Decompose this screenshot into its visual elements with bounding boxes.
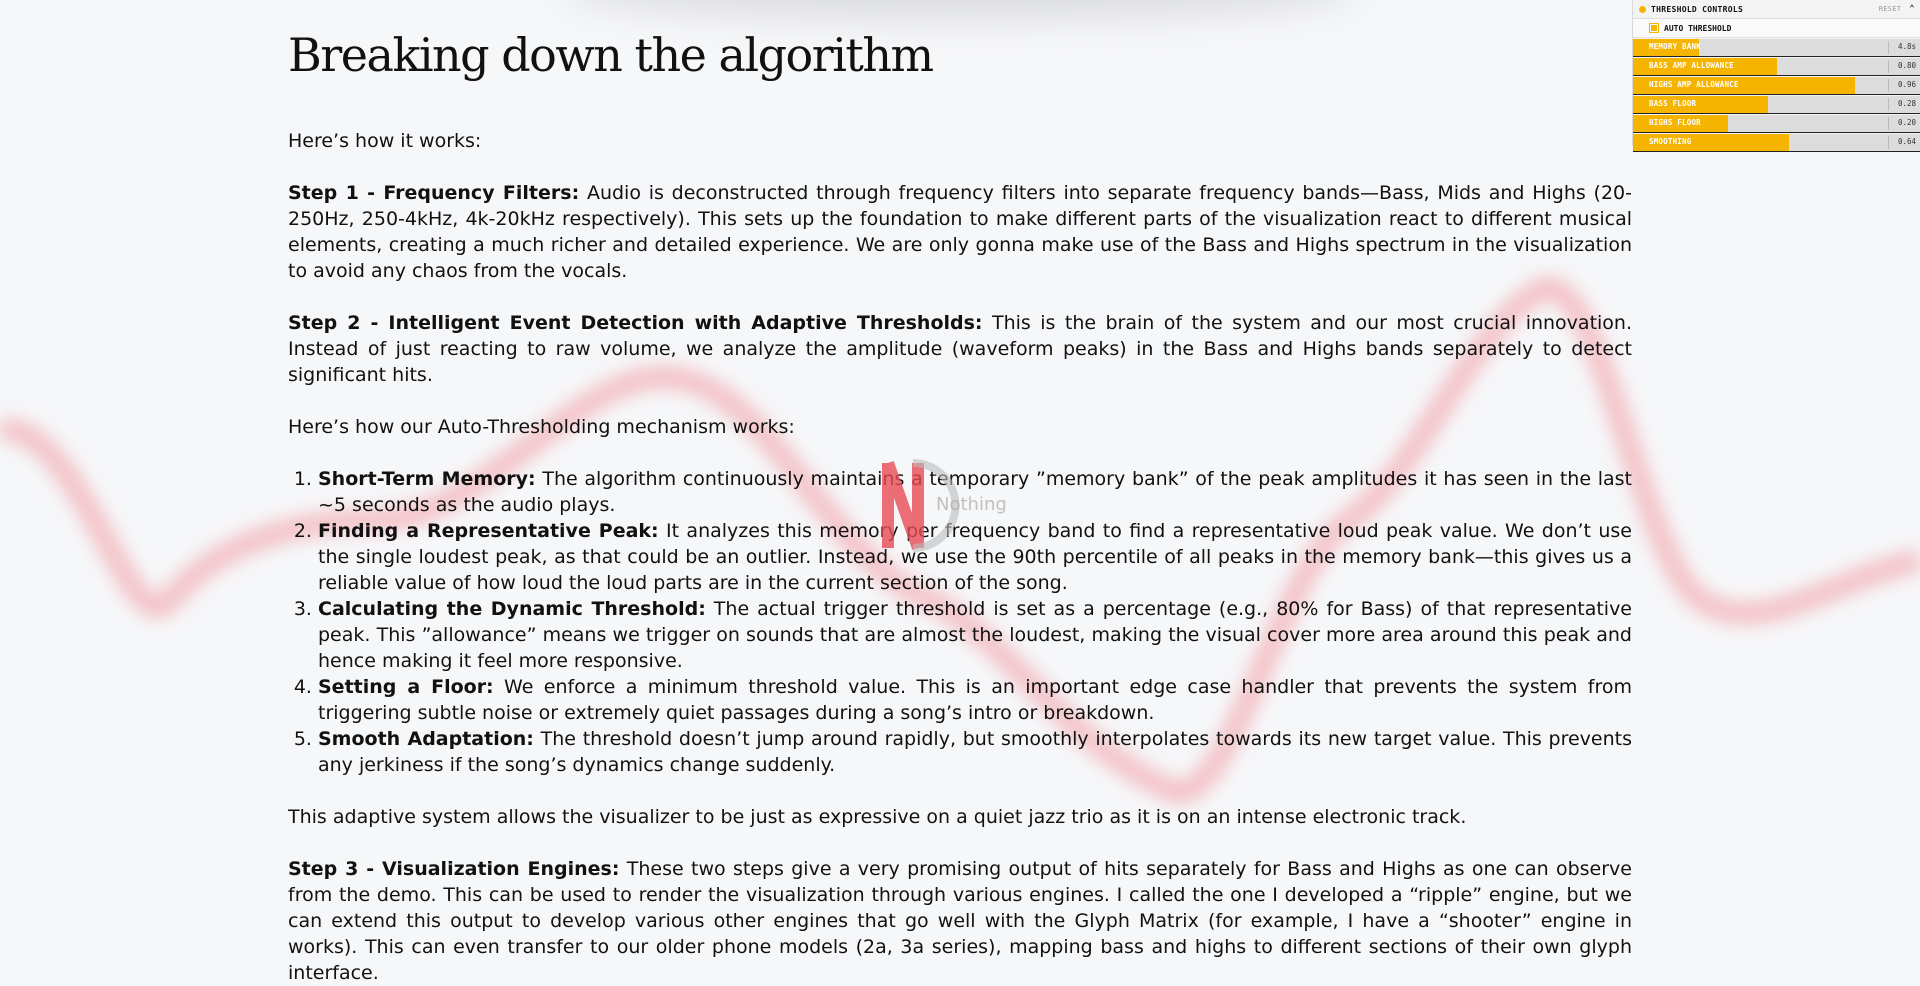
- highs-floor-slider[interactable]: [1633, 115, 1920, 133]
- nothing-logo-watermark: [858, 458, 1008, 558]
- list-item: [318, 726, 1632, 778]
- list-item-label: Short-Term Memory:: [318, 468, 536, 490]
- slider-value: 0.80: [1897, 61, 1916, 70]
- step1-paragraph: [288, 180, 1632, 284]
- reset-button[interactable]: RESET: [1878, 5, 1902, 13]
- step1-label: Step 1 - Frequency Filters:: [288, 182, 580, 204]
- slider-value: 0.96: [1897, 80, 1916, 89]
- list-item-text: The actual trigger threshold is set as a percentage (e.g., 80% for Bass) of that representative peak. This ”allowance” means we trigger on sounds that are almost the loudest, making the visual cover more area around this peak and hence making it feel more responsive.: [318, 598, 1632, 672]
- slider-list: [1633, 39, 1920, 152]
- slider-value: 4.8s: [1897, 42, 1916, 51]
- step3-paragraph: [288, 856, 1632, 986]
- panel-header[interactable]: [1633, 0, 1920, 19]
- memory-bank-slider[interactable]: [1633, 39, 1920, 57]
- step3-text: These two steps give a very promising output of hits separately for Bass and Highs as one can observe from the demo. This can be used to render the visualization through various engines. I called the one I developed a “ripple” engine, but we can extend this output to develop various other engines that go well with the Glyph Matrix (for example, I have a “shooter” engine in works). This can even transfer to our older phone models (2a, 3a series), mapping bass and highs to different sections of their own glyph interface.: [288, 858, 1632, 984]
- slider-label: SMOOTHING: [1649, 137, 1692, 146]
- smoothing-slider[interactable]: [1633, 134, 1920, 152]
- slider-divider: [1888, 136, 1889, 149]
- auto-threshold-toggle[interactable]: [1633, 19, 1920, 38]
- slider-value: 0.64: [1897, 137, 1916, 146]
- list-item-text: It analyzes this memory per frequency band to find a representative loud peak value. We don’t use the single loudest peak, as that could be an outlier. Instead, we use the 90th percentile of all peaks in the memory bank—this gives us a reliable value of how loud the loud parts are in the current section of the song.: [318, 520, 1632, 594]
- slider-divider: [1888, 117, 1889, 130]
- intro-text: Here’s how it works:: [288, 130, 482, 152]
- list-item-label: Finding a Representative Peak:: [318, 520, 659, 542]
- list-item-text: We enforce a minimum threshold value. This is an important edge case handler that prevents the system from triggering subtle noise or extremely quiet passages during a song’s intro or breakdown.: [318, 676, 1632, 724]
- list-item-label: Calculating the Dynamic Threshold:: [318, 598, 706, 620]
- list-item-text: The algorithm continuously maintains a temporary ”memory bank” of the peak amplitudes it has seen in the last ~5 seconds as the audio plays.: [318, 468, 1632, 516]
- slider-divider: [1888, 41, 1889, 54]
- panel-title: THRESHOLD CONTROLS: [1651, 4, 1744, 14]
- highs-amp-allowance-slider[interactable]: [1633, 77, 1920, 95]
- auto-threshold-intro: Here’s how our Auto-Thresholding mechanism works:: [288, 416, 795, 438]
- list-item-label: Setting a Floor:: [318, 676, 494, 698]
- threshold-controls-panel: [1632, 0, 1920, 146]
- slider-label: HIGHS FLOOR: [1649, 118, 1701, 127]
- slider-value: 0.28: [1897, 99, 1916, 108]
- slider-label: BASS FLOOR: [1649, 99, 1697, 108]
- step2-label: Step 2 - Intelligent Event Detection with Adaptive Thresholds:: [288, 312, 983, 334]
- watermark-text: Nothing: [936, 494, 1007, 515]
- slider-divider: [1888, 60, 1889, 73]
- checkbox-icon[interactable]: [1649, 23, 1659, 33]
- slider-label: HIGHS AMP ALLOWANCE: [1649, 80, 1739, 89]
- page-title: Breaking down the algorithm: [288, 28, 933, 82]
- bass-amp-allowance-slider[interactable]: [1633, 58, 1920, 76]
- step1-text: Audio is deconstructed through frequency filters into separate frequency bands—Bass, Mids and Highs (20-250Hz, 250-4kHz, 4k-20kHz respectively). This sets up the foundation to make different parts of the visualization react to different musical elements, creating a much richer and detailed experience. We are only gonna make use of the Bass and Highs spectrum in the visualization to avoid any chaos from the vocals.: [288, 182, 1633, 282]
- list-item: [318, 596, 1632, 674]
- list-item-text: The threshold doesn’t jump around rapidly, but smoothly interpolates towards its new target value. This prevents any jerkiness if the song’s dynamics change suddenly.: [318, 728, 1632, 776]
- step2-text: This is the brain of the system and our most crucial innovation. Instead of just reacting to raw volume, we analyze the amplitude (waveform peaks) in the Bass and Highs bands separately to detect significant hits.: [288, 312, 1633, 386]
- step2-paragraph: [288, 310, 1632, 388]
- slider-divider: [1888, 98, 1889, 111]
- list-item-label: Smooth Adaptation:: [318, 728, 534, 750]
- adaptive-summary: This adaptive system allows the visualizer to be just as expressive on a quiet jazz trio as it is on an intense electronic track.: [288, 806, 1467, 828]
- slider-label: BASS AMP ALLOWANCE: [1649, 61, 1734, 70]
- chevron-up-icon[interactable]: ⌃: [1909, 4, 1915, 14]
- status-dot-icon: [1639, 6, 1646, 13]
- slider-label: MEMORY BANK: [1649, 42, 1701, 51]
- step3-label: Step 3 - Visualization Engines:: [288, 858, 620, 880]
- auto-threshold-label: AUTO THRESHOLD: [1664, 23, 1732, 33]
- slider-value: 0.20: [1897, 118, 1916, 127]
- bass-floor-slider[interactable]: [1633, 96, 1920, 114]
- slider-divider: [1888, 79, 1889, 92]
- list-item: [318, 674, 1632, 726]
